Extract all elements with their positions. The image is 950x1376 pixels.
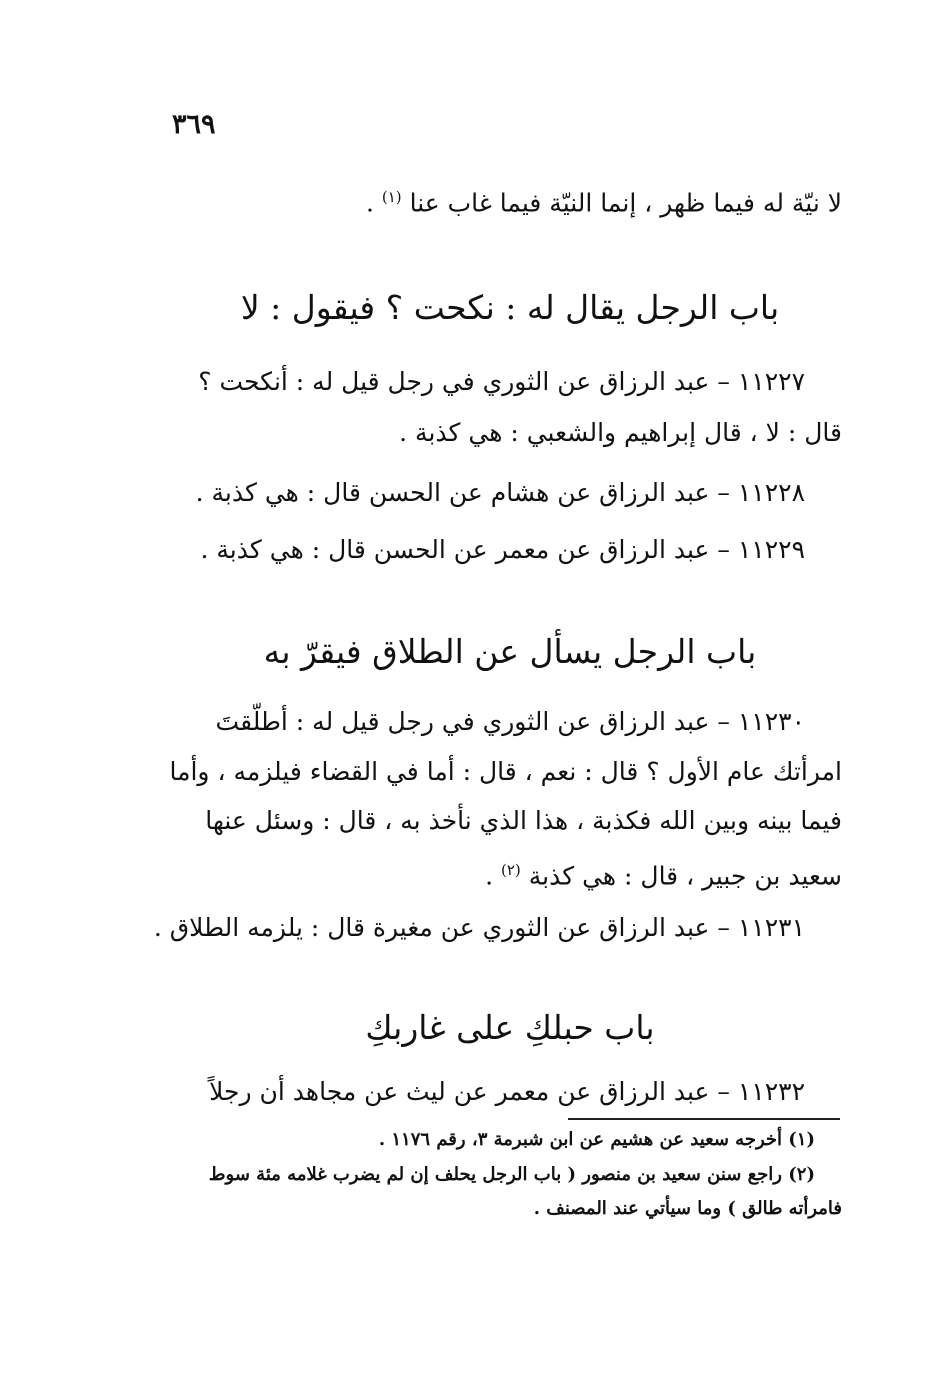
footnote-2-line-2: فامرأته طالق ) وما سيأتي عند المصنف .	[533, 1198, 842, 1219]
footnote-2-line-1: (٢) راجع سنن سعيد بن منصور ( باب الرجل يحلف إن لم يضرب غلامه مئة سوط	[208, 1164, 815, 1185]
text-line	[366, 182, 842, 218]
footnote-divider	[568, 1118, 840, 1120]
footnote-ref: (٢)	[501, 861, 521, 879]
hadith-11232: ١١٢٣٢ – عبد الرزاق عن معمر عن ليث عن مجاهد أن رجلاً	[209, 1077, 805, 1106]
footnote-1: (١) أخرجه سعيد عن هشيم عن ابن شبرمة ٣، رقم ١١٧٦ .	[378, 1129, 815, 1150]
hadith-11231: ١١٢٣١ – عبد الرزاق عن الثوري عن مغيرة قال : يلزمه الطلاق .	[153, 913, 805, 942]
text-line-end: .	[485, 861, 494, 891]
hadith-11230-line-2: امرأتك عام الأول ؟ قال : نعم ، قال : أما في القضاء فيلزمه ، وأما	[169, 757, 842, 786]
text-line-body: سعيد بن جبير ، قال : هي كذبة	[528, 861, 842, 891]
page-number: ٣٦٩	[172, 109, 216, 140]
hadith-11230-line-1: ١١٢٣٠ – عبد الرزاق عن الثوري في رجل قيل له : أطلّقتَ	[215, 707, 805, 736]
hadith-11228: ١١٢٢٨ – عبد الرزاق عن هشام عن الحسن قال : هي كذبة .	[195, 478, 805, 507]
chapter-heading: باب حبلكِ على غاربكِ	[365, 1008, 655, 1047]
hadith-11230-line-4	[485, 855, 842, 891]
text-line-end: .	[365, 188, 374, 218]
chapter-heading: باب الرجل يسأل عن الطلاق فيقرّ به	[263, 632, 757, 671]
hadith-11229: ١١٢٢٩ – عبد الرزاق عن معمر عن الحسن قال : هي كذبة .	[200, 535, 805, 564]
chapter-heading: باب الرجل يقال له : نكحت ؟ فيقول : لا	[240, 288, 780, 327]
hadith-11227-line-1: ١١٢٢٧ – عبد الرزاق عن الثوري في رجل قيل له : أنكحت ؟	[198, 367, 805, 396]
hadith-11230-line-3: فيما بينه وبين الله فكذبة ، هذا الذي نأخذ به ، قال : وسئل عنها	[205, 806, 842, 835]
footnote-ref: (١)	[381, 188, 402, 206]
hadith-11227-line-2: قال : لا ، قال إبراهيم والشعبي : هي كذبة .	[399, 418, 842, 447]
text-line-body: لا نيّة له فيما ظهر ، إنما النيّة فيما غاب عنا	[409, 188, 842, 218]
